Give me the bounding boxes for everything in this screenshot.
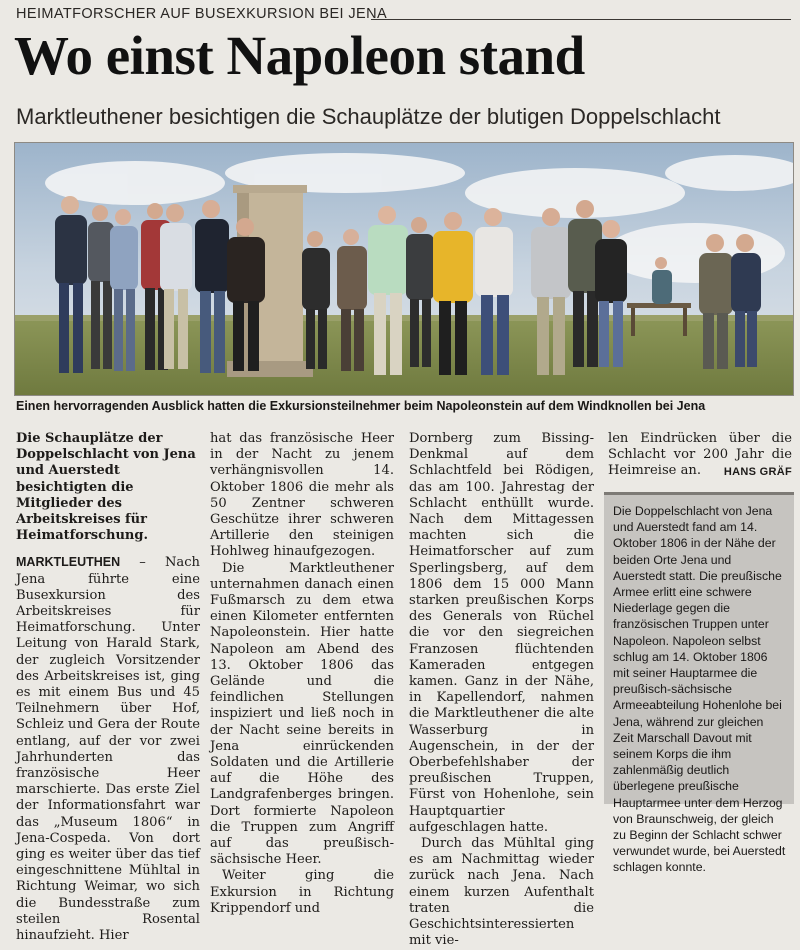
article-paragraph: len Eindrücken über die Schlacht vor 200 Jahr die Heimreise an. (608, 431, 792, 479)
dateline: MARKTLEUTHEN (16, 555, 121, 570)
info-box-rule (604, 492, 794, 495)
author-byline: HANS GRÄF (723, 465, 792, 478)
info-box-text: Die Doppelschlacht von Jena und Auerstedt fand am 14. Oktober 1806 in der Nähe der beiden Orte Jena und Auerstedt statt. Die preußische Armee erlitt eine schwere Niederlage gegen die französischen Truppen unter Napoleon. Napoleon selbst schlug am 14. Oktober 1806 mit seiner Hauptarmee die preußisch-sächsische Armeeabteilung Hohenlohe bei Jena, während zur gleichen Zeit Marschall Davout mit seinem Korps die ihm zahlenmäßig deutlich überlegene preußische Hauptarmee unter dem Herzog von Braunschweig, der gleich zu Beginn der Schlacht schwer verwundet wurde, bei Auerstedt schlagen konnte. (613, 504, 786, 875)
photo-caption: Einen hervorragenden Ausblick hatten die Exkursionsteilnehmer beim Napoleonstein auf dem Windknollen bei Jena (16, 399, 706, 413)
article-paragraph (16, 554, 200, 944)
group-photo (14, 142, 794, 396)
article-column-2 (210, 431, 394, 917)
article-lead: Die Schauplätze der Doppelschlacht von Jena und Auerstedt besichtigten die Mitglieder des Arbeitskreises für Heimatforschung. (16, 431, 196, 544)
article-paragraph: Die Marktleuthener unternahmen danach einen Fußmarsch zu dem etwa einen Kilometer entfernten Napoleonstein. Hier hatte Napoleon am Abend des 13. Oktober 1806 das Gelände und die feindlichen Stellungen inspiziert und ließ noch in der Nacht seine bereits in Jena einrückenden Soldaten und die Artillerie auf die Höhe des Landgrafenberges bringen. Dort formierte Napoleon die Truppen zum Angriff auf das preußisch-sächsische Heer. (210, 560, 394, 868)
info-box (604, 492, 794, 875)
kicker (16, 6, 791, 24)
kicker-rule (371, 19, 791, 20)
article-paragraph: Dornberg zum Bissing-Denkmal auf dem Schlachtfeld bei Rödigen, das am 100. Jahrestag der Schlacht enthüllt wurde. Nach dem Mittagessen machten sich die Heimatforscher auf zum Sperlingsberg, auf dem 1806 dem 15 000 Mann starken preußischen Korps des Generals von Rüchel die vor den siegreichen Franzosen flüchtenden Kameraden entgegen kamen. Ganz in der Nähe, in Kapellendorf, nahmen die Marktleuthener die alte Wasserburg in Augenschein, in der der Oberbefehlshaber der preußischen Truppen, Fürst von Hohenlohe, sein Hauptquartier aufgeschlagen hatte. (409, 431, 594, 835)
article-paragraph: hat das französische Heer in der Nacht zu jenem verhängnisvollen 14. Oktober 1806 die mehr als 50 Zentner schweren Geschütze ihrer schweren Artillerie den steinigen Hohlweg hinaufgezogen. (210, 431, 394, 560)
headline: Wo einst Napoleon stand (14, 25, 585, 86)
kicker-text: HEIMATFORSCHER AUF BUSEXKURSION BEI JENA (16, 6, 388, 22)
article-column-4 (608, 431, 792, 480)
subheadline: Marktleuthener besichtigen die Schauplätze der blutigen Doppelschlacht (16, 104, 721, 129)
article-text: – Nach Jena führte eine Busexkursion des Arbeitskreises für Heimatforschung. Unter Leitung von Harald Stark, der zugleich Vorsitzender des Arbeitskreises ist, ging es mit einem Bus und 45 Teilnehmern über Hof, Schleiz und Gera der Route entlang, auf der vor zwei Jahrhunderten das französische Heer marschierte. Das erste Ziel der Informationsfahrt war das „Museum 1806“ in Jena-Cospeda. Von dort ging es weiter über das tief eingeschnittene Mühltal in Richtung Weimar, wo sich die Bundesstraße zum steilen Rosental hinaufzieht. Hier (16, 555, 200, 944)
article-paragraph: Durch das Mühltal ging es am Nachmittag wieder zurück nach Jena. Nach einem kurzen Aufenthalt traten die Geschichtsinteressierten mit vie- (409, 836, 594, 949)
article-column-3 (409, 431, 594, 950)
article-paragraph: Weiter ging die Exkursion in Richtung Krippendorf und (210, 868, 394, 916)
article-column-1 (16, 431, 200, 944)
